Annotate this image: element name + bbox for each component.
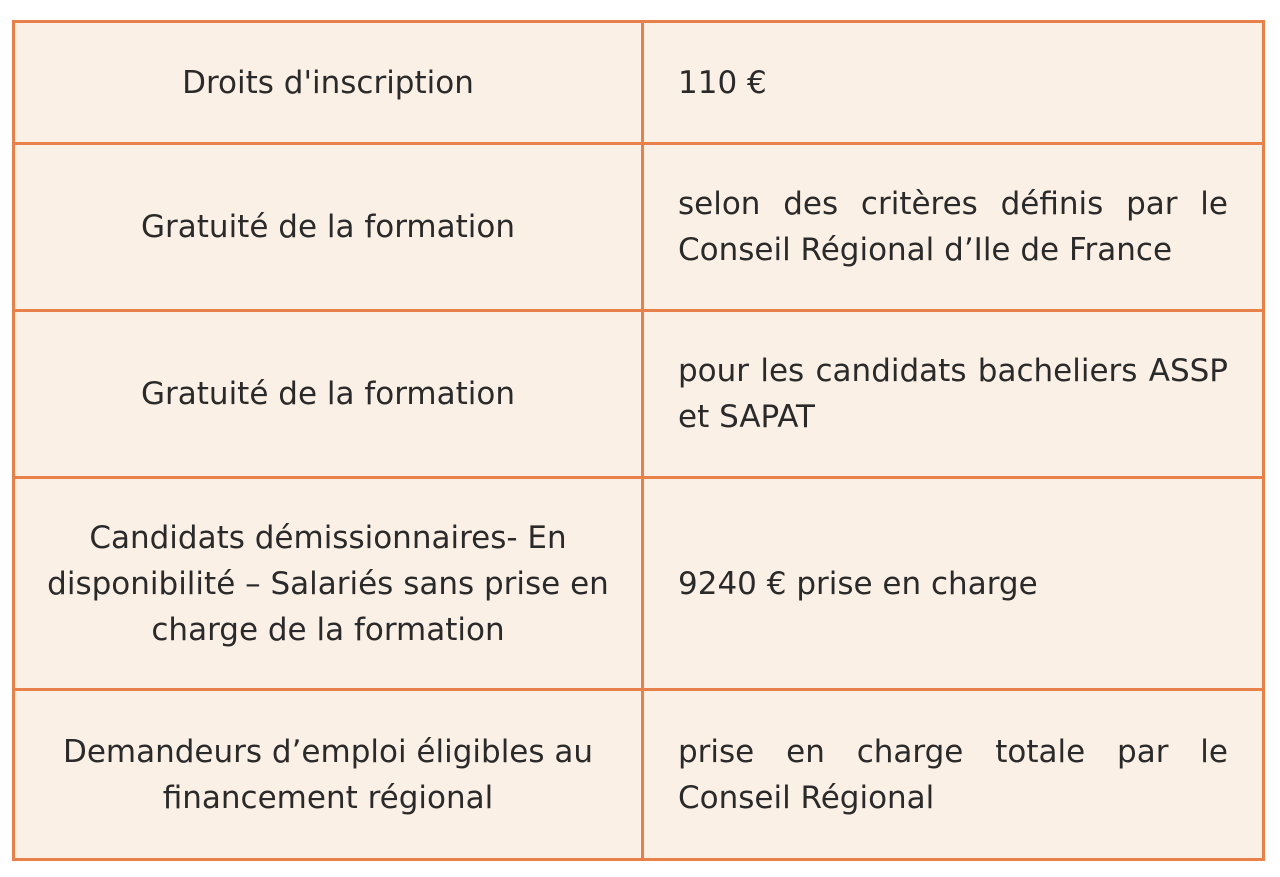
row-value: pour les candidats bacheliers ASSP et SAPAT	[643, 311, 1264, 478]
table-row	[14, 22, 1264, 144]
table-row	[14, 690, 1264, 860]
row-value: 9240 € prise en charge	[643, 478, 1264, 690]
row-label: Droits d'inscription	[14, 22, 643, 144]
fees-table	[12, 20, 1265, 861]
row-label: Gratuité de la formation	[14, 144, 643, 311]
row-value: prise en charge totale par le Conseil Régional	[643, 690, 1264, 860]
row-value: selon des critères définis par le Conseil Régional d’Ile de France	[643, 144, 1264, 311]
row-label: Gratuité de la formation	[14, 311, 643, 478]
table-row	[14, 311, 1264, 478]
table-row	[14, 144, 1264, 311]
row-value: 110 €	[643, 22, 1264, 144]
table-row	[14, 478, 1264, 690]
row-label: Demandeurs d’emploi éligibles au financement régional	[14, 690, 643, 860]
row-label: Candidats démissionnaires- En disponibilité – Salariés sans prise en charge de la formation	[14, 478, 643, 690]
